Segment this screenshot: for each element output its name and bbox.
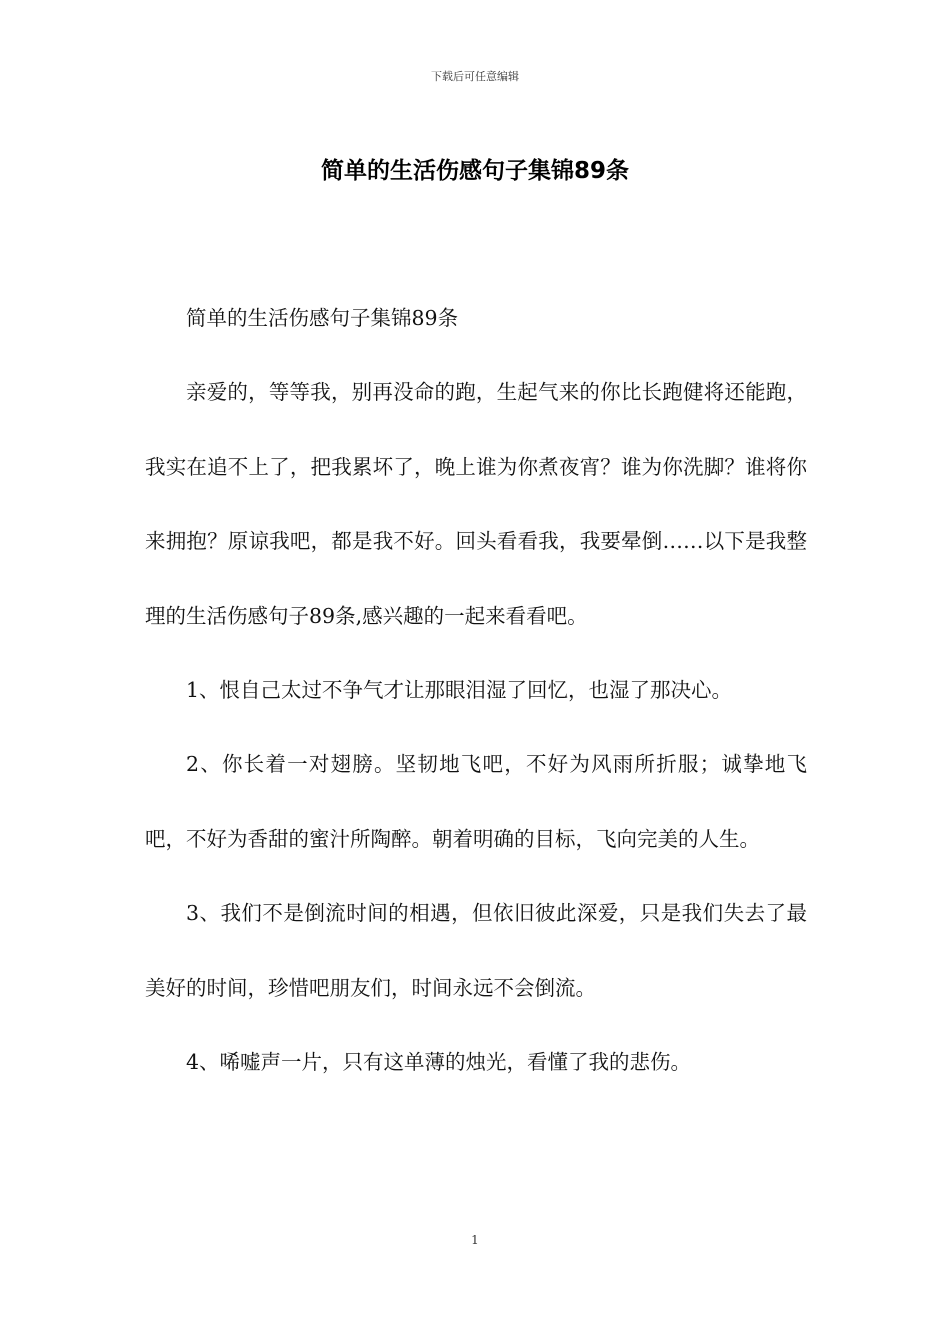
list-item: 3、我们不是倒流时间的相遇，但依旧彼此深爱，只是我们失去了最美好的时间，珍惜吧朋友们，时间永远不会倒流。 xyxy=(145,901,807,1000)
header-note: 下载后可任意编辑 xyxy=(431,70,519,83)
paragraph-subtitle: 简单的生活伤感句子集锦89条 xyxy=(186,306,459,330)
list-item: 2、你长着一对翅膀。坚韧地飞吧，不好为风雨所折服；诚挚地飞吧，不好为香甜的蜜汁所陶醉。朝着明确的目标，飞向完美的人生。 xyxy=(145,752,807,851)
paragraph-intro: 亲爱的，等等我，别再没命的跑，生起气来的你比长跑健将还能跑，我实在追不上了，把我累坏了，晚上谁为你煮夜宵？谁为你洗脚？谁将你来拥抱？原谅我吧，都是我不好。回头看看我，我要晕倒……以下是我整理的生活伤感句子89条,感兴趣的一起来看看吧。 xyxy=(145,380,807,628)
document-title: 简单的生活伤感句子集锦89条 xyxy=(320,158,629,184)
list-item: 1、恨自己太过不争气才让那眼泪湿了回忆，也湿了那决心。 xyxy=(186,678,733,703)
list-item: 4、唏嘘声一片，只有这单薄的烛光，看懂了我的悲伤。 xyxy=(186,1050,692,1075)
document-body xyxy=(145,281,807,1099)
page-number: 1 xyxy=(471,1233,479,1247)
